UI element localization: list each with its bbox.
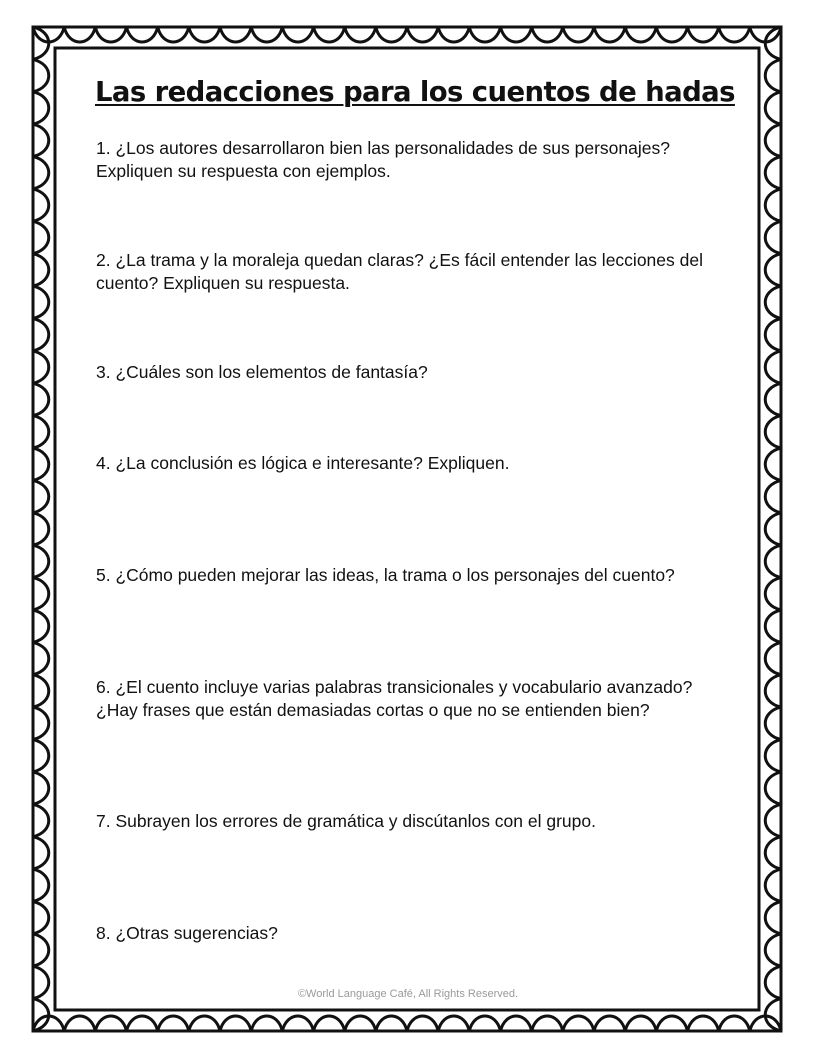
scallop-bump: [376, 27, 407, 42]
scallop-bump: [765, 189, 781, 221]
scallop-bump: [33, 740, 49, 772]
page-title: Las redacciones para los cuentos de hadas: [95, 76, 735, 108]
question-4: 4. ¿La conclusión es lógica e interesante? Expliquen.: [96, 453, 510, 473]
scallop-bump: [563, 1016, 594, 1031]
scallop-bump: [765, 319, 781, 351]
scallop-bump: [345, 1016, 376, 1031]
scallop-bump: [765, 513, 781, 545]
scallop-bump: [656, 27, 687, 42]
scallop-bump: [314, 1016, 345, 1031]
scallop-bump: [625, 27, 656, 42]
scallop-bump: [469, 1016, 500, 1031]
scallop-bump: [189, 1016, 220, 1031]
scallop-bump: [765, 124, 781, 156]
scallop-bump: [719, 27, 750, 42]
scallop-bump: [33, 221, 49, 253]
scallop-bump: [407, 27, 438, 42]
scallop-bump: [220, 1016, 251, 1031]
scallop-bump: [33, 610, 49, 642]
scallop-bump: [33, 513, 49, 545]
question-6: 6. ¿El cuento incluye varias palabras transicionales y vocabulario avanzado? ¿Hay frases que están demasiadas cortas o que no se entienden bien?: [96, 677, 693, 720]
scallop-bump: [532, 27, 563, 42]
scallop-bump: [765, 92, 781, 124]
scallop-bump: [765, 480, 781, 512]
scallop-bump: [33, 351, 49, 383]
scallop-bump: [438, 27, 469, 42]
scallop-bump: [376, 1016, 407, 1031]
scallop-bump: [765, 934, 781, 966]
scallop-bump: [282, 27, 313, 42]
scallop-bump: [189, 27, 220, 42]
scallop-bump: [719, 1016, 750, 1031]
scallop-bump: [765, 837, 781, 869]
scallop-bump: [501, 1016, 532, 1031]
scallop-bump: [251, 27, 282, 42]
scallop-bump: [765, 383, 781, 415]
scallop-bump: [33, 383, 49, 415]
scallop-bump: [765, 642, 781, 674]
scallop-bump: [33, 124, 49, 156]
scallop-bump: [765, 804, 781, 836]
scallop-bump: [33, 416, 49, 448]
scallop-bump: [33, 286, 49, 318]
scallop-bump: [95, 27, 126, 42]
scallop-bump: [765, 351, 781, 383]
scallop-bump: [688, 1016, 719, 1031]
scallop-bump: [64, 1016, 95, 1031]
scallop-bump: [33, 480, 49, 512]
scallop-bump: [765, 157, 781, 189]
scallop-bump: [33, 319, 49, 351]
scallop-bump: [64, 27, 95, 42]
scallop-bump: [95, 1016, 126, 1031]
scallop-bump: [656, 1016, 687, 1031]
scallop-bump: [501, 27, 532, 42]
scallop-bump: [765, 545, 781, 577]
border-inner-rect: [55, 48, 759, 1010]
scallop-bump: [33, 707, 49, 739]
scallop-bump: [469, 27, 500, 42]
scallop-bump: [33, 642, 49, 674]
question-3: 3. ¿Cuáles son los elementos de fantasía?: [96, 362, 428, 382]
scallop-bump: [765, 869, 781, 901]
scallop-bump: [688, 27, 719, 42]
copyright-footer: ©World Language Café, All Rights Reserved.: [297, 988, 519, 1000]
scallop-bump: [33, 869, 49, 901]
scallop-bump: [765, 740, 781, 772]
scallop-bump: [282, 1016, 313, 1031]
scallop-bump: [625, 1016, 656, 1031]
scallop-bump: [251, 1016, 282, 1031]
scallop-bump: [158, 27, 189, 42]
scallop-bump: [765, 416, 781, 448]
scallop-bump: [345, 27, 376, 42]
scallop-bump: [33, 254, 49, 286]
question-5: 5. ¿Cómo pueden mejorar las ideas, la trama o los personajes del cuento?: [96, 565, 675, 585]
scallop-bump: [33, 189, 49, 221]
scallop-bump: [33, 578, 49, 610]
scallop-bump: [33, 675, 49, 707]
scallop-bump: [765, 772, 781, 804]
scallop-bump: [532, 1016, 563, 1031]
question-8: 8. ¿Otras sugerencias?: [96, 923, 278, 943]
scallop-bump: [33, 934, 49, 966]
scallop-bump: [220, 27, 251, 42]
scallop-bump: [765, 578, 781, 610]
scallop-bump: [765, 448, 781, 480]
scallop-bump: [563, 27, 594, 42]
scallop-bump: [594, 1016, 625, 1031]
scallop-bump: [33, 92, 49, 124]
question-1: 1. ¿Los autores desarrollaron bien las personalidades de sus personajes? Expliquen su respuesta con ejemplos.: [96, 138, 670, 181]
scallop-bump: [33, 545, 49, 577]
scallop-bump: [314, 27, 345, 42]
scallop-bump: [127, 1016, 158, 1031]
scallop-bump: [33, 902, 49, 934]
scallop-bump: [33, 59, 49, 91]
question-7: 7. Subrayen los errores de gramática y discútanlos con el grupo.: [96, 811, 596, 831]
scallop-bump: [765, 59, 781, 91]
scallop-bump: [127, 27, 158, 42]
scallop-bump: [158, 1016, 189, 1031]
scallop-bump: [33, 448, 49, 480]
scallop-bump: [765, 286, 781, 318]
scallop-bump: [765, 707, 781, 739]
scallop-bump: [33, 804, 49, 836]
scallop-bump: [765, 254, 781, 286]
scallop-bump: [407, 1016, 438, 1031]
scallop-bump: [765, 610, 781, 642]
scallop-bump: [33, 837, 49, 869]
scallop-bump: [765, 221, 781, 253]
scallop-bump: [33, 157, 49, 189]
scallop-bump: [438, 1016, 469, 1031]
scallop-bump: [765, 902, 781, 934]
scallop-bump: [765, 675, 781, 707]
scallop-bump: [594, 27, 625, 42]
question-2: 2. ¿La trama y la moraleja quedan claras? ¿Es fácil entender las lecciones del cuento? Expliquen su respuesta.: [96, 250, 703, 293]
scallop-bump: [33, 772, 49, 804]
